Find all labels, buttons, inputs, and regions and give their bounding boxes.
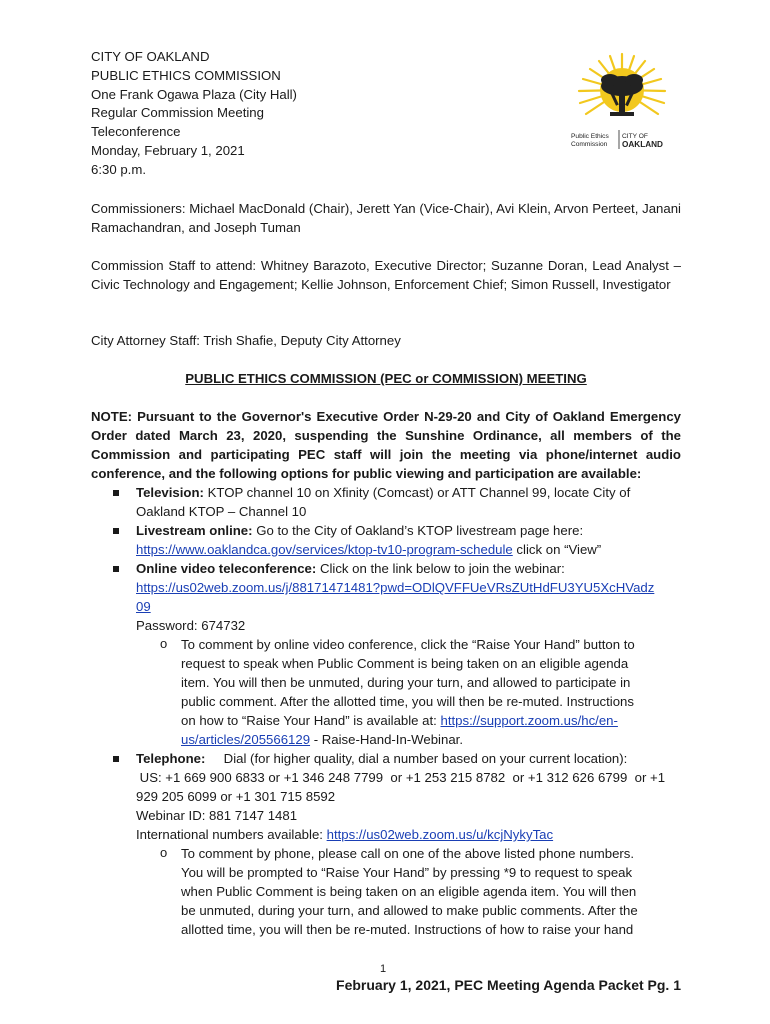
television-item: Television: KTOP channel 10 on Xfinity (Comcast) or ATT Channel 99, locate City of	[136, 485, 631, 500]
international-numbers: International numbers available: https://us02web.zoom.us/u/kcjNykyTac	[136, 827, 554, 842]
emergency-order-note: NOTE: Pursuant to the Governor's Executive Order N-29-20 and City of Oakland Emergency Order dated March 23, 2020, suspending the Sunshine Ordinance, all members of the Commission and participating PEC staff will join the meeting via phone/internet audio conference, and the following options for public viewing and participation are available:	[91, 409, 681, 481]
circle-bullet-icon: o	[160, 636, 168, 651]
telephone-item: Telephone: Dial (for higher quality, dial a number based on your current location):	[136, 751, 628, 766]
header-line: PUBLIC ETHICS COMMISSION	[91, 67, 281, 83]
letterhead	[91, 48, 297, 180]
header-line: Teleconference	[91, 124, 181, 140]
video-conference-item: Online video teleconference: Click on the link below to join the webinar:	[136, 561, 565, 576]
bullet-icon	[113, 566, 119, 572]
page-number: 1	[380, 963, 387, 975]
bullet-icon	[113, 528, 119, 534]
header-line: One Frank Ogawa Plaza (City Hall)	[91, 86, 297, 102]
webinar-id: Webinar ID: 881 7147 1481	[136, 808, 298, 823]
zoom-support-link[interactable]: https://support.zoom.us/hc/en-	[440, 713, 618, 728]
phone-instructions: To comment by phone, please call on one of the above listed phone numbers.	[181, 846, 635, 861]
zoom-support-link-cont[interactable]: us/articles/205566129	[181, 732, 311, 747]
television-label: Television:	[136, 485, 204, 500]
svg-text:Public Ethics: Public Ethics	[571, 133, 609, 140]
city-attorney-paragraph: City Attorney Staff: Trish Shafie, Deputy City Attorney	[91, 333, 401, 348]
bullet-icon	[113, 756, 119, 762]
bullet-icon	[113, 490, 119, 496]
livestream-label: Livestream online:	[136, 523, 253, 538]
packet-footer: February 1, 2021, PEC Meeting Agenda Packet Pg. 1	[336, 977, 681, 993]
svg-text:Commission: Commission	[571, 141, 608, 148]
telephone-label: Telephone:	[136, 751, 206, 766]
header-line: Regular Commission Meeting	[91, 105, 264, 121]
international-numbers-link[interactable]: https://us02web.zoom.us/u/kcjNykyTac	[326, 827, 554, 842]
zoom-webinar-link-cont[interactable]: 09	[136, 599, 151, 614]
ktop-schedule-link[interactable]: https://www.oaklandca.gov/services/ktop-tv10-program-schedule	[136, 542, 513, 557]
zoom-webinar-link[interactable]: https://us02web.zoom.us/j/88171471481?pwd=ODlQVFFUeVRsZUtHdFU3YU5XcHVadz	[136, 580, 655, 595]
livestream-item: Livestream online: Go to the City of Oakland’s KTOP livestream page here:	[136, 523, 584, 538]
webinar-password: Password: 674732	[136, 618, 246, 633]
header-line: 6:30 p.m.	[91, 161, 146, 177]
oakland-pec-logo	[566, 52, 678, 152]
header-line: Monday, February 1, 2021	[91, 142, 245, 158]
svg-text:OAKLAND: OAKLAND	[622, 140, 663, 149]
circle-bullet-icon: o	[160, 845, 168, 860]
section-title: PUBLIC ETHICS COMMISSION (PEC or COMMISSION) MEETING	[185, 371, 587, 386]
us-phone-numbers: US: +1 669 900 6833 or +1 346 248 7799 or +1 253 215 8782 or +1 312 626 6799 or +1	[136, 770, 666, 785]
svg-text:CITY OF: CITY OF	[622, 133, 648, 140]
video-instructions: To comment by online video conference, click the “Raise Your Hand” button to	[181, 637, 635, 652]
livestream-link-line: https://www.oaklandca.gov/services/ktop-tv10-program-schedule click on “View”	[136, 542, 602, 557]
staff-paragraph: Commission Staff to attend: Whitney Barazoto, Executive Director; Suzanne Doran, Lead Analyst – Civic Technology and Engagement; Kellie Johnson, Enforcement Chief; Simon Russell, Investigator	[91, 258, 681, 292]
video-label: Online video teleconference:	[136, 561, 317, 576]
commissioners-paragraph: Commissioners: Michael MacDonald (Chair), Jerett Yan (Vice-Chair), Avi Klein, Arvon Perteet, Janani Ramachandran, and Joseph Tuman	[91, 201, 681, 235]
document-page: CITY OF OAKLAND PUBLIC ETHICS COMMISSION One Frank Ogawa Plaza (City Hall) Regular Commission Meeting Teleconference Monday, February 1, 2021 6:30 p.m. Public Ethics Commission CITY OF OAKLAND Commissioners: Michael MacDonald (Chair), Jerett Yan (Vice-Chair), Avi Klein, Arvon Perteet, Janani Ramachandran, and Joseph Tuman Commission Staff to attend: Whitney Barazoto, Executive Director; Suzanne Doran, Lead Analyst – Civic Technology and Engagement; Kellie Johnson, Enforcement Chief; Simon Russell, Investigator City Attorney Staff: Trish Shafie, Deputy City Attorney PUBLIC ETHICS COMMISSION (PEC or COMMISSION) MEETING NOTE: Pursuant to the Governor's Executive Order N-29-20 and City of Oakland Emergency Order dated March 23, 2020, suspending the Sunshine Ordinance, all members of the Commission and participating PEC staff will join the meeting via phone/internet audio conference, and the following options for public viewing and participation are available: Television: KTOP channel 10 on Xfinity (Comcast) or ATT Channel 99, locate City of Oakland KTOP – Channel 10 Livestream online: Go to the City of Oakland’s KTOP livestream page here: https://www.oaklandca.gov/services/ktop-tv10-program-schedule click on “View” Online video teleconference: Click on the link below to join the webinar: https://us02web.zoom.us/j/88171471481?pwd=ODlQVFFUeVRsZUtHdFU3YU5XcHVadz 09 Password: 674732 o To comment by online video conference, click the “Raise Your Hand” button to request to speak when Public Comment is being taken on an eligible agenda item. You will then be unmuted, during your turn, and allowed to participate in public comment. After the allotted time, you will then be re-muted. Instructions on how to “Raise Your Hand” is available at: https://support.zoom.us/hc/en- us/articles/205566129 - Raise-Hand-In-Webinar. Telephone: Dial (for higher quality, dial a number based on your current location): US: +1 669 900 6833 or +1 346 248 7799 or +1 253 215 8782 or +1 312 626 6799 or +1 929 205 6099 or +1 301 715 8592 Webinar ID: 881 7147 1481 International numbers available: https://us02web.zoom.us/u/kcjNykyTac o To comment by phone, please call on one of the above listed phone numbers. You will be prompted to “Raise Your Hand” by pressing *9 to request to speak when Public Comment is being taken on an eligible agenda item. You will then be unmuted, during your turn, and allowed to make public comments. After the allotted time, you will then be re-muted. Instructions of how to raise your hand 1 February 1, 2021, PEC Meeting Agenda Packet Pg. 1	[91, 49, 681, 993]
television-item-cont: Oakland KTOP – Channel 10	[136, 504, 307, 519]
header-line: CITY OF OAKLAND	[91, 49, 210, 64]
